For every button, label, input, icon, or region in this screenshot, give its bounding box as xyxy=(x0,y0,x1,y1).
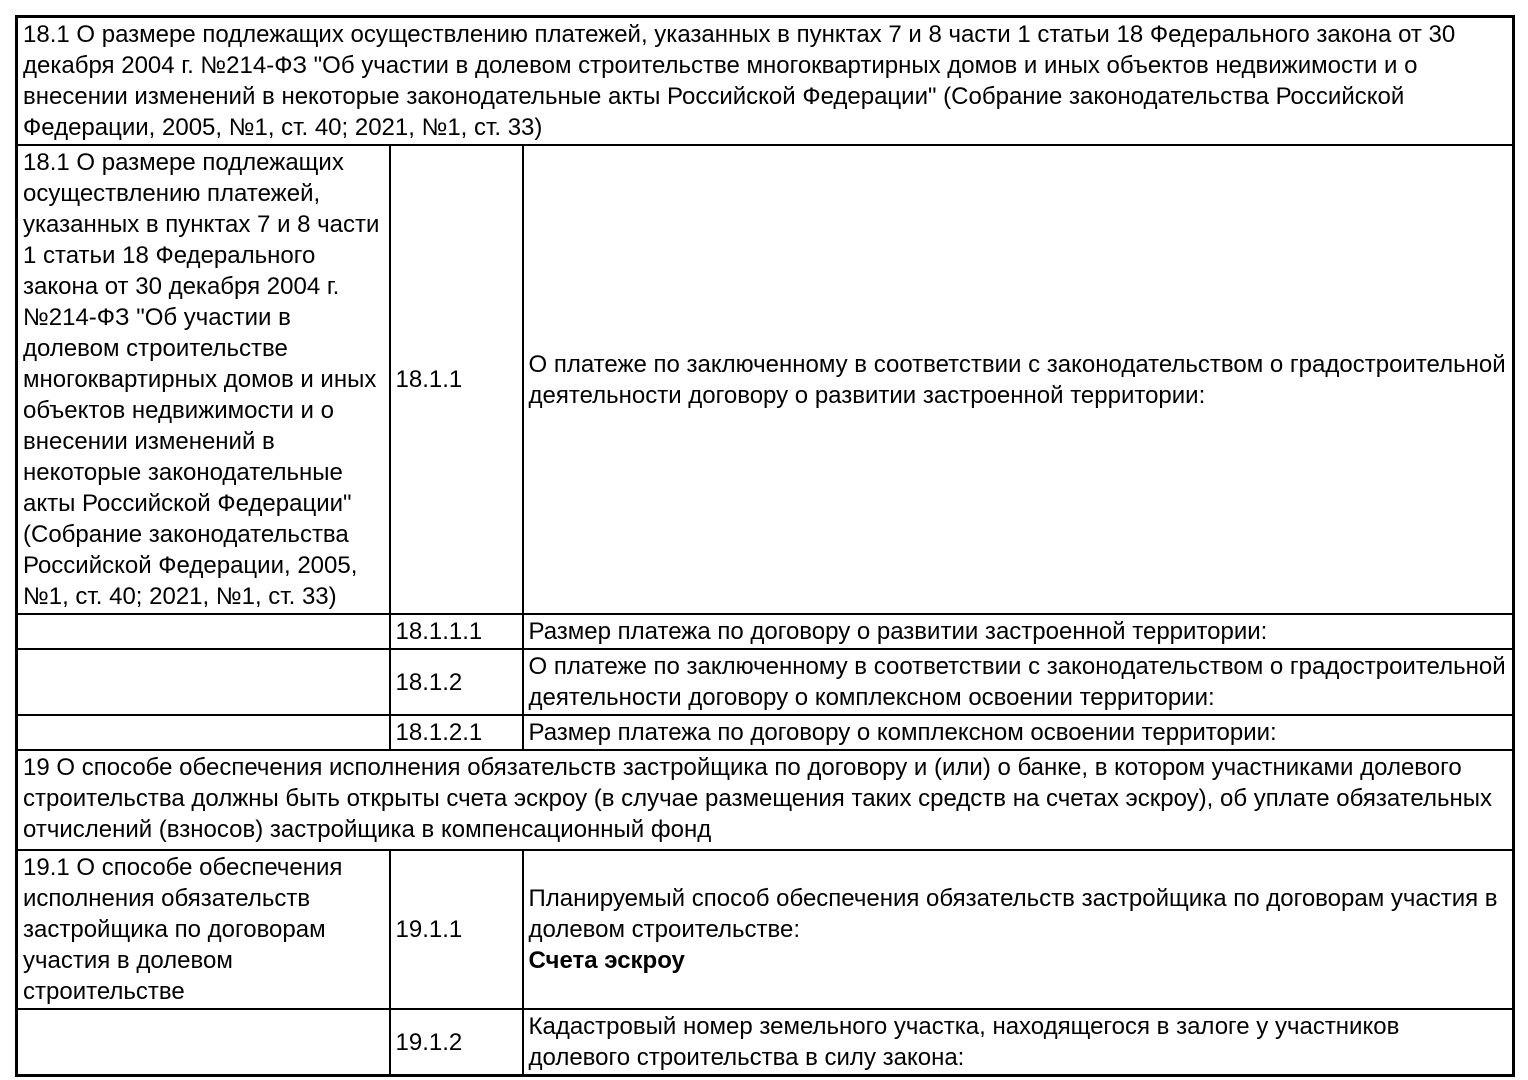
declaration-table xyxy=(15,15,1515,1077)
code-cell-19-1-1: 19.1.1 xyxy=(390,850,523,1009)
code-cell-18-1-2: 18.1.2 xyxy=(390,649,523,715)
table-row-18-1-1 xyxy=(17,145,1514,614)
table-row-18-1-2 xyxy=(17,649,1514,715)
desc-cell-18-1-1-1: Размер платежа по договору о развитии застроенной территории: xyxy=(523,614,1514,649)
desc-cell-19-1-1 xyxy=(523,850,1514,1009)
desc-text-19-1-1: Планируемый способ обеспечения обязательств застройщика по договорам участия в долевом строительстве: xyxy=(528,885,1498,943)
table-row-18-1-2-1 xyxy=(17,715,1514,750)
topic-cell-18-1: 18.1 О размере подлежащих осуществлению платежей, указанных в пунктах 7 и 8 части 1 статьи 18 Федерального закона от 30 декабря 2004 г. №214-ФЗ "Об участии в долевом строительстве многоквартирных домов и иных объектов недвижимости и о внесении изменений в некоторые законодательные акты Российской Федерации" (Собрание законодательства Российской Федерации, 2005, №1, ст. 40; 2021, №1, ст. 33) xyxy=(17,145,390,614)
code-cell-19-1-2: 19.1.2 xyxy=(390,1009,523,1076)
table-row-18-1-1-1 xyxy=(17,614,1514,649)
section-row-18-1 xyxy=(17,17,1514,146)
desc-cell-18-1-2: О платеже по заключенному в соответствии с законодательством о градостроительной деятельности договору о комплексном освоении территории: xyxy=(523,649,1514,715)
desc-cell-18-1-1: О платеже по заключенному в соответствии с законодательством о градостроительной деятельности договору о развитии застроенной территории: xyxy=(523,145,1514,614)
topic-cell-empty xyxy=(17,1009,390,1076)
desc-cell-18-1-2-1: Размер платежа по договору о комплексном освоении территории: xyxy=(523,715,1514,750)
table-row-19-1-1 xyxy=(17,850,1514,1009)
topic-cell-empty xyxy=(17,649,390,715)
code-cell-18-1-2-1: 18.1.2.1 xyxy=(390,715,523,750)
table-row-19-1-2 xyxy=(17,1009,1514,1076)
code-cell-18-1-1: 18.1.1 xyxy=(390,145,523,614)
section-row-19 xyxy=(17,750,1514,850)
section-heading-18-1: 18.1 О размере подлежащих осуществлению платежей, указанных в пунктах 7 и 8 части 1 статьи 18 Федерального закона от 30 декабря 2004 г. №214-ФЗ "Об участии в долевом строительстве многоквартирных домов и иных объектов недвижимости и о внесении изменений в некоторые законодательные акты Российской Федерации" (Собрание законодательства Российской Федерации, 2005, №1, ст. 40; 2021, №1, ст. 33) xyxy=(17,17,1514,146)
desc-value-19-1-1: Счета эскроу xyxy=(528,947,685,974)
section-heading-19: 19 О способе обеспечения исполнения обязательств застройщика по договору и (или) о банке, в котором участниками долевого строительства должны быть открыты счета эскроу (в случае размещения таких средств на счетах эскроу), об уплате обязательных отчислений (взносов) застройщика в компенсационный фонд xyxy=(17,750,1514,850)
topic-cell-19-1: 19.1 О способе обеспечения исполнения обязательств застройщика по договорам участия в долевом строительстве xyxy=(17,850,390,1009)
code-cell-18-1-1-1: 18.1.1.1 xyxy=(390,614,523,649)
desc-cell-19-1-2: Кадастровый номер земельного участка, находящегося в залоге у участников долевого строительства в силу закона: xyxy=(523,1009,1514,1076)
topic-cell-empty xyxy=(17,715,390,750)
topic-cell-empty xyxy=(17,614,390,649)
